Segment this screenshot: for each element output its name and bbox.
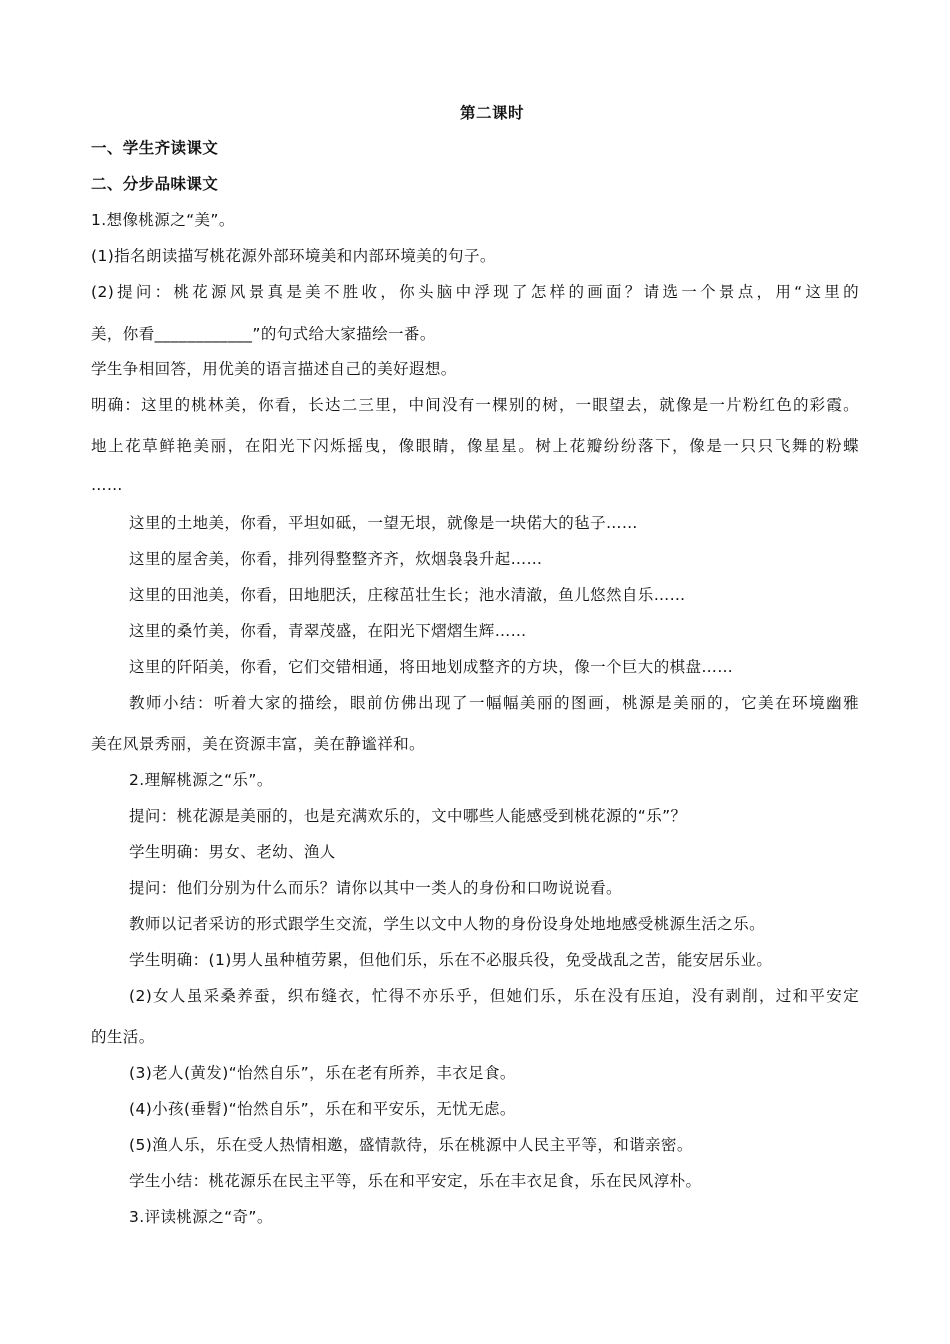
text-line: 提问：桃花源是美丽的，也是充满欢乐的，文中哪些人能感受到桃花源的“乐”？: [129, 807, 687, 825]
text-line: 这里的桑竹美，你看，青翠茂盛，在阳光下熠熠生辉……: [129, 622, 527, 640]
text-line: (1)指名朗读描写桃花源外部环境美和内部环境美的句子。: [91, 247, 496, 265]
section-heading-1: 一、学生齐读课文: [91, 139, 219, 157]
text-line: 这里的土地美，你看，平坦如砥，一望无垠，就像是一块偌大的毡子……: [129, 514, 638, 532]
subsection-heading-beauty: 1.想像桃源之“美”。: [91, 211, 235, 229]
text-line: 这里的田池美，你看，田地肥沃，庄稼茁壮生长；池水清澈，鱼儿悠然自乐……: [129, 586, 686, 604]
text-line: 这里的阡陌美，你看，它们交错相通，将田地划成整齐的方块，像一个巨大的棋盘……: [129, 658, 734, 676]
page-title: 第二课时: [459, 104, 524, 122]
text-line: 的生活。: [91, 1028, 155, 1046]
text-line: (2)提问：桃花源风景真是美不胜收，你头脑中浮现了怎样的画面？请选一个景点，用“这里的: [91, 283, 859, 301]
text-line: 明确：这里的桃林美，你看，长达二三里，中间没有一棵别的树，一眼望去，就像是一片粉红色的彩霞。: [91, 396, 859, 414]
text-line: 教师小结：听着大家的描绘，眼前仿佛出现了一幅幅美丽的图画，桃源是美丽的，它美在环境幽雅: [129, 694, 859, 712]
text-line: 这里的屋舍美，你看，排列得整整齐齐，炊烟袅袅升起……: [129, 550, 543, 568]
subsection-heading-wonder: 3.评读桃源之“奇”。: [129, 1208, 273, 1226]
text-line: 教师以记者采访的形式跟学生交流，学生以文中人物的身份设身处地地感受桃源生活之乐。: [129, 915, 766, 933]
text-line: 美，你看____________”的句式给大家描绘一番。: [91, 325, 436, 343]
text-line: (2)女人虽采桑养蚕，织布缝衣，忙得不亦乐乎，但她们乐，乐在没有压迫，没有剥削，过和平安定: [129, 987, 859, 1005]
text-line: (5)渔人乐，乐在受人热情相邀，盛情款待，乐在桃源中人民主平等，和谐亲密。: [129, 1136, 693, 1154]
text-line: 提问：他们分别为什么而乐？请你以其中一类人的身份和口吻说说看。: [129, 879, 622, 897]
text-line: 学生明确：(1)男人虽种植劳累，但他们乐，乐在不必服兵役，免受战乱之苦，能安居乐业。: [129, 951, 773, 969]
text-line: 学生小结：桃花源乐在民主平等，乐在和平安定，乐在丰衣足食，乐在民风淳朴。: [129, 1172, 702, 1190]
section-heading-2: 二、分步品味课文: [91, 175, 219, 193]
text-line: 地上花草鲜艳美丽，在阳光下闪烁摇曳，像眼睛，像星星。树上花瓣纷纷落下，像是一只只飞舞的粉蝶: [91, 437, 859, 455]
subsection-heading-joy: 2.理解桃源之“乐”。: [129, 771, 273, 789]
text-line: 学生明确：男女、老幼、渔人: [129, 843, 336, 861]
text-line: (4)小孩(垂髫)“怡然自乐”，乐在和平安乐，无忧无虑。: [129, 1100, 516, 1118]
text-line: 美在风景秀丽，美在资源丰富，美在静谧祥和。: [91, 735, 425, 753]
text-line: ……: [91, 476, 123, 494]
text-line: 学生争相回答，用优美的语言描述自己的美好遐想。: [91, 360, 457, 378]
text-line: (3)老人(黄发)“怡然自乐”，乐在老有所养，丰衣足食。: [129, 1064, 516, 1082]
